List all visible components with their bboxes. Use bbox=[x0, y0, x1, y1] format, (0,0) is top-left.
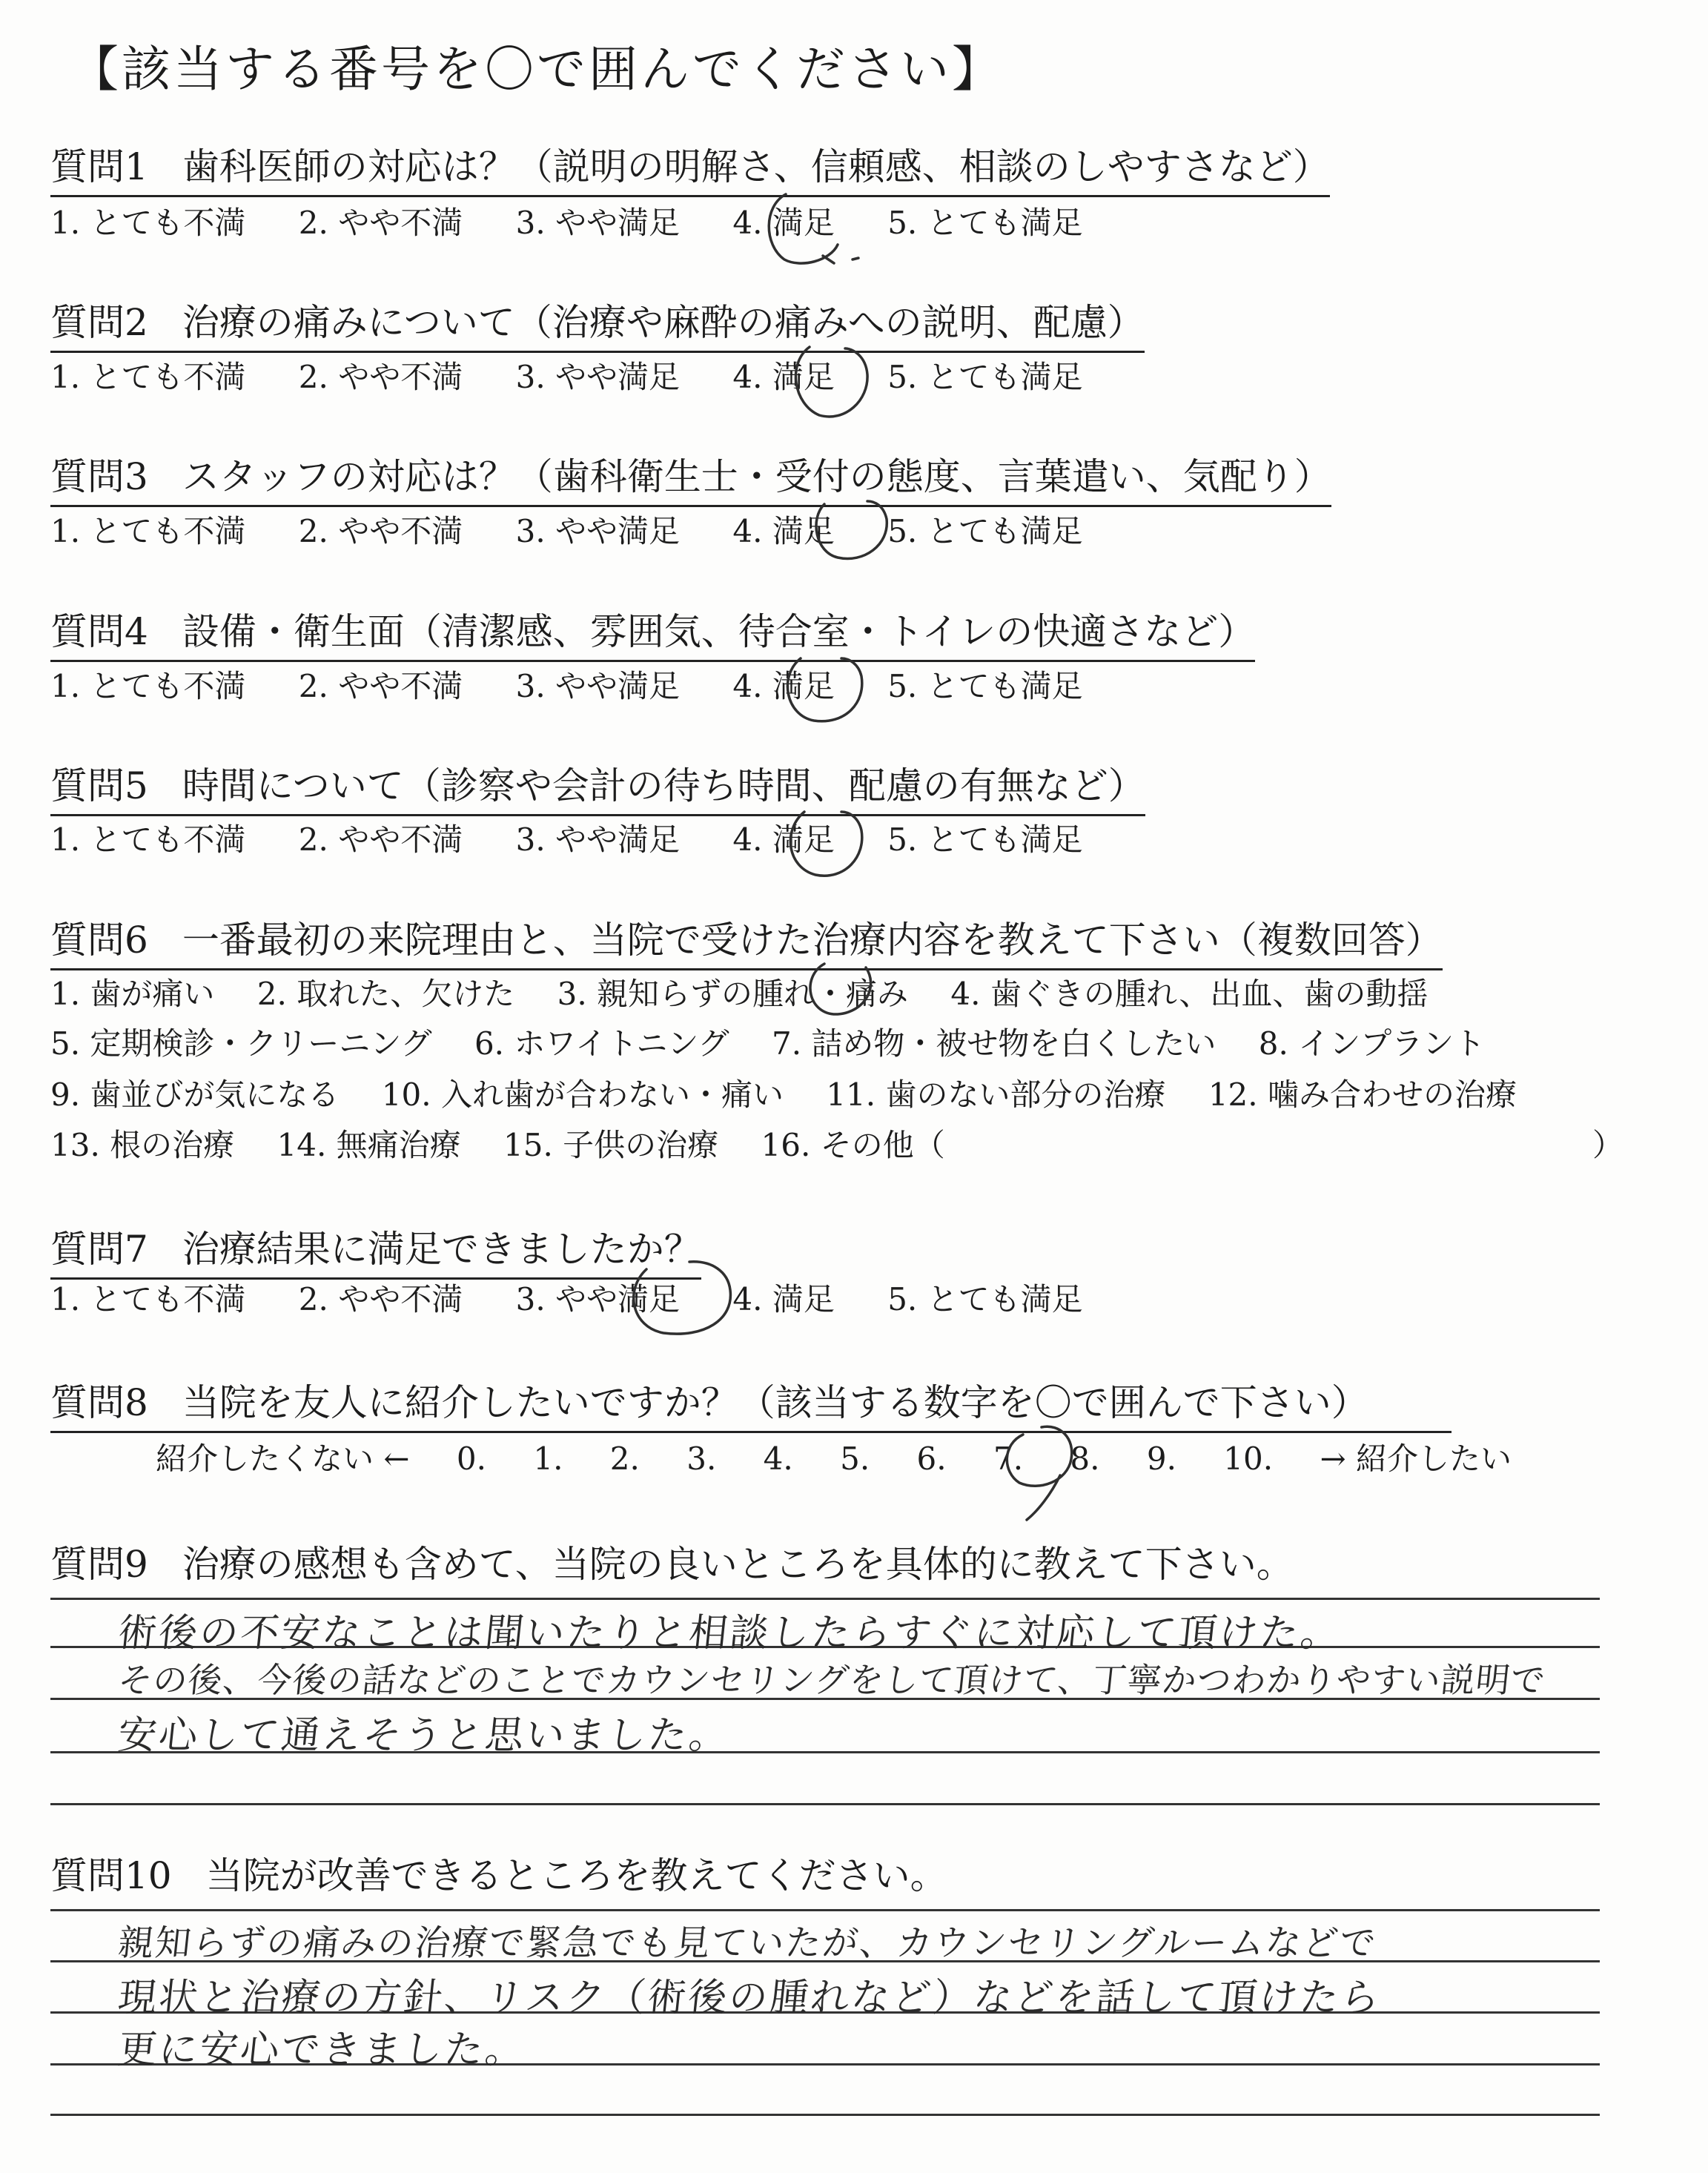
q4-option-1[interactable]: 1. とても不満 bbox=[50, 668, 246, 704]
question-4-number: 質問4 bbox=[50, 610, 148, 653]
q4-option-3[interactable]: 3. やや満足 bbox=[515, 668, 681, 704]
q10-ruled-line bbox=[50, 1909, 1600, 1911]
question-5-options bbox=[50, 816, 1126, 860]
question-1-number: 質問1 bbox=[50, 145, 148, 188]
q10-answer-line-3[interactable]: 更に安心できました。 bbox=[116, 2028, 529, 2072]
q8-scale-5[interactable]: 5. bbox=[840, 1441, 870, 1477]
question-5-number: 質問5 bbox=[50, 764, 148, 807]
q10-ruled-line bbox=[50, 2114, 1600, 2116]
question-5-title bbox=[50, 756, 1145, 816]
q9-ruled-line bbox=[50, 1598, 1600, 1600]
q8-scale-6[interactable]: 6. bbox=[916, 1441, 947, 1477]
question-1-text: 歯科医師の対応は？（説明の明解さ、信頼感、相談のしやすさなど） bbox=[182, 145, 1330, 188]
q1-option-2[interactable]: 2. やや不満 bbox=[298, 205, 463, 241]
question-5-text: 時間について（診察や会計の待ち時間、配慮の有無など） bbox=[182, 764, 1145, 807]
q8-scale-7[interactable]: 7. bbox=[993, 1441, 1024, 1477]
question-2-title bbox=[50, 293, 1145, 353]
q8-scale bbox=[156, 1435, 1549, 1479]
q3-option-5[interactable]: 5. とても満足 bbox=[887, 513, 1083, 549]
q10-answer-line-2[interactable]: 現状と治療の方針、リスク（術後の腫れなど）などを話して頂けたら bbox=[116, 1976, 1384, 2020]
q4-option-5[interactable]: 5. とても満足 bbox=[887, 668, 1083, 704]
question-9-title bbox=[50, 1535, 1294, 1592]
q1-option-5[interactable]: 5. とても満足 bbox=[887, 205, 1083, 241]
q8-scale-0[interactable]: 0. bbox=[456, 1441, 486, 1477]
q7-option-1[interactable]: 1. とても不満 bbox=[50, 1281, 246, 1317]
question-1-options bbox=[50, 199, 1126, 243]
q8-scale-high-label: → 紹介したい bbox=[1320, 1441, 1512, 1477]
q6-option-8[interactable]: 8. インプラント bbox=[1258, 1025, 1486, 1062]
q6-other-close-paren: ） bbox=[1592, 1127, 1624, 1163]
q2-option-3[interactable]: 3. やや満足 bbox=[515, 359, 681, 395]
q6-option-4[interactable]: 4. 歯ぐきの腫れ、出血、歯の動揺 bbox=[950, 976, 1429, 1012]
q6-option-2[interactable]: 2. 取れた、欠けた bbox=[256, 976, 515, 1012]
q6-options-row-2 bbox=[50, 1019, 1517, 1064]
q10-answer-line-1[interactable]: 親知らずの痛みの治療で緊急でも見ていたが、カウンセリングルームなどで bbox=[116, 1922, 1380, 1964]
q3-option-2[interactable]: 2. やや不満 bbox=[298, 513, 463, 549]
question-4-options bbox=[50, 662, 1126, 707]
q6-option-3[interactable]: 3. 親知らずの腫れ・痛み bbox=[557, 976, 909, 1012]
q8-scale-low-label: 紹介したくない ← bbox=[156, 1441, 410, 1477]
q6-option-11[interactable]: 11. 歯のない部分の治療 bbox=[826, 1076, 1166, 1113]
q8-scale-2[interactable]: 2. bbox=[609, 1441, 640, 1477]
q8-scale-9[interactable]: 9. bbox=[1146, 1441, 1176, 1477]
q5-option-1[interactable]: 1. とても不満 bbox=[50, 821, 246, 858]
question-7-title bbox=[50, 1220, 701, 1280]
question-4-text: 設備・衛生面（清潔感、雰囲気、待合室・トイレの快適さなど） bbox=[182, 610, 1256, 653]
q6-option-15[interactable]: 15. 子供の治療 bbox=[503, 1127, 719, 1163]
q7-option-4[interactable]: 4. 満足 bbox=[732, 1281, 835, 1317]
q4-option-4[interactable]: 4. 満足 bbox=[732, 668, 835, 704]
q6-options-row-4 bbox=[50, 1121, 978, 1165]
q3-option-3[interactable]: 3. やや満足 bbox=[515, 513, 681, 549]
q7-option-3[interactable]: 3. やや満足 bbox=[515, 1281, 681, 1317]
q6-option-9[interactable]: 9. 歯並びが気になる bbox=[50, 1076, 340, 1113]
q5-option-4[interactable]: 4. 満足 bbox=[732, 821, 835, 858]
q3-option-4[interactable]: 4. 満足 bbox=[732, 513, 835, 549]
q9-answer-line-2[interactable]: その後、今後の話などのことでカウンセリングをして頂けて、丁寧かつわかりやすい説明で bbox=[116, 1660, 1548, 1700]
q6-option-1[interactable]: 1. 歯が痛い bbox=[50, 976, 215, 1012]
question-10-number: 質問10 bbox=[50, 1854, 172, 1897]
q1-option-1[interactable]: 1. とても不満 bbox=[50, 205, 246, 241]
q9-ruled-line bbox=[50, 1803, 1600, 1805]
q2-option-5[interactable]: 5. とても満足 bbox=[887, 359, 1083, 395]
q6-option-13[interactable]: 13. 根の治療 bbox=[50, 1127, 235, 1163]
q9-answer-line-3[interactable]: 安心して通えそうと思いました。 bbox=[116, 1713, 732, 1758]
q8-scale-3[interactable]: 3. bbox=[686, 1441, 717, 1477]
q1-selection-tail bbox=[823, 256, 858, 263]
q6-option-12[interactable]: 12. 噛み合わせの治療 bbox=[1208, 1076, 1517, 1113]
q5-option-2[interactable]: 2. やや不満 bbox=[298, 821, 463, 858]
cut-off-footer-text bbox=[50, 2139, 60, 2173]
question-4-title bbox=[50, 602, 1255, 662]
question-3-number: 質問3 bbox=[50, 455, 148, 498]
q8-scale-8[interactable]: 8. bbox=[1070, 1441, 1100, 1477]
q6-options-row-1 bbox=[50, 970, 1460, 1014]
q8-scale-10[interactable]: 10. bbox=[1223, 1441, 1274, 1477]
q6-option-6[interactable]: 6. ホワイトニング bbox=[474, 1025, 729, 1062]
question-2-text: 治療の痛みについて（治療や麻酔の痛みへの説明、配慮） bbox=[182, 301, 1145, 344]
question-8-title bbox=[50, 1373, 1452, 1433]
question-7-options bbox=[50, 1275, 1126, 1320]
q2-option-2[interactable]: 2. やや不満 bbox=[298, 359, 463, 395]
q6-options-row-3 bbox=[50, 1071, 1549, 1115]
q1-option-4[interactable]: 4. 満足 bbox=[732, 205, 835, 241]
q4-option-2[interactable]: 2. やや不満 bbox=[298, 668, 463, 704]
q6-option-5[interactable]: 5. 定期検診・クリーニング bbox=[50, 1025, 432, 1062]
q1-option-3[interactable]: 3. やや満足 bbox=[515, 205, 681, 241]
question-7-text: 治療結果に満足できましたか？ bbox=[182, 1228, 701, 1271]
question-10-text: 当院が改善できるところを教えてください。 bbox=[205, 1854, 947, 1897]
q6-option-16[interactable]: 16. その他（ bbox=[761, 1127, 945, 1163]
question-2-number: 質問2 bbox=[50, 301, 148, 344]
question-10-title bbox=[50, 1846, 947, 1904]
question-3-text: スタッフの対応は？（歯科衛生士・受付の態度、言葉遣い、気配り） bbox=[182, 455, 1331, 498]
question-9-text: 治療の感想も含めて、当院の良いところを具体的に教えて下さい。 bbox=[182, 1543, 1294, 1586]
question-8-text: 当院を友人に紹介したいですか？（該当する数字を〇で囲んで下さい） bbox=[182, 1381, 1368, 1424]
question-3-options bbox=[50, 507, 1126, 552]
q8-scale-4[interactable]: 4. bbox=[763, 1441, 793, 1477]
form-heading: 【該当する番号を〇で囲んでください】 bbox=[70, 41, 1004, 98]
q6-option-7[interactable]: 7. 詰め物・被せ物を白くしたい bbox=[771, 1025, 1217, 1062]
q2-option-4[interactable]: 4. 満足 bbox=[732, 359, 835, 395]
question-6-number: 質問6 bbox=[50, 919, 148, 962]
q5-option-5[interactable]: 5. とても満足 bbox=[887, 821, 1083, 858]
question-6-text: 一番最初の来院理由と、当院で受けた治療内容を教えて下さい（複数回答） bbox=[182, 919, 1443, 962]
q6-option-10[interactable]: 10. 入れ歯が合わない・痛い bbox=[381, 1076, 784, 1113]
question-8-number: 質問8 bbox=[50, 1381, 148, 1424]
question-9-number: 質問9 bbox=[50, 1543, 148, 1586]
q7-option-2[interactable]: 2. やや不満 bbox=[298, 1281, 463, 1317]
q5-option-3[interactable]: 3. やや満足 bbox=[515, 821, 681, 858]
question-3-title bbox=[50, 447, 1331, 507]
q6-option-14[interactable]: 14. 無痛治療 bbox=[277, 1127, 461, 1163]
question-7-number: 質問7 bbox=[50, 1228, 148, 1271]
question-6-title bbox=[50, 910, 1443, 970]
question-1-title bbox=[50, 137, 1330, 197]
q8-selection-tail bbox=[1027, 1475, 1060, 1520]
q9-answer-line-1[interactable]: 術後の不安なことは聞いたりと相談したらすぐに対応して頂けた。 bbox=[116, 1611, 1344, 1656]
q8-scale-1[interactable]: 1. bbox=[533, 1441, 563, 1477]
q3-option-1[interactable]: 1. とても不満 bbox=[50, 513, 246, 549]
q7-option-5[interactable]: 5. とても満足 bbox=[887, 1281, 1083, 1317]
question-2-options bbox=[50, 353, 1126, 397]
q2-option-1[interactable]: 1. とても不満 bbox=[50, 359, 246, 395]
